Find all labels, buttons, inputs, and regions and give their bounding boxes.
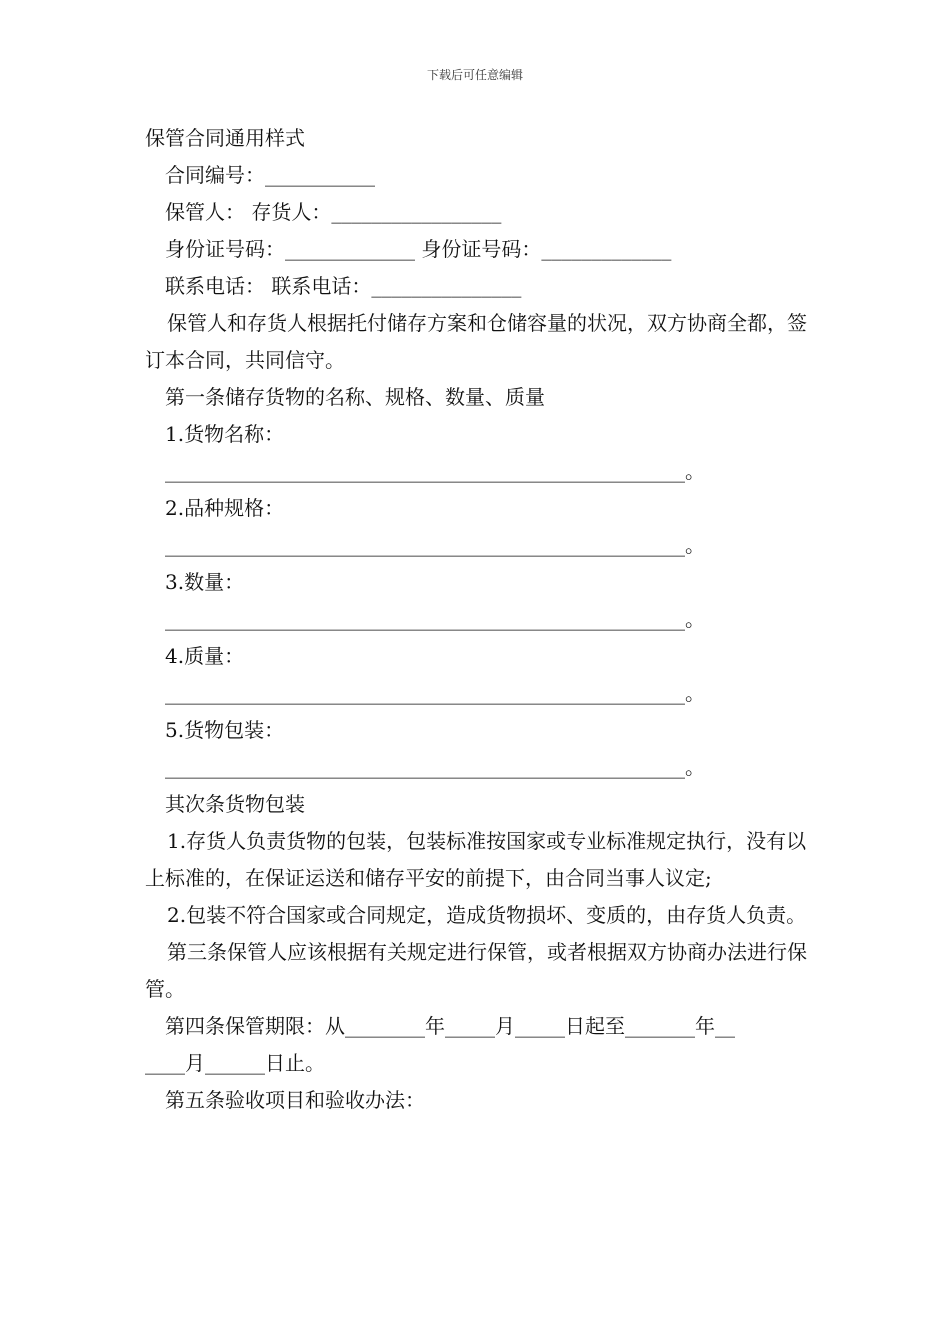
document-title: 保管合同通用样式 <box>145 126 305 150</box>
item-blank: ____________________________________________________。 <box>165 533 705 557</box>
intro-paragraph: 保管人和存货人根据托付储存方案和仓储容量的状况，双方协商全都，签订本合同，共同信守。 <box>145 311 807 372</box>
item-blank: ____________________________________________________。 <box>165 755 705 779</box>
item-blank: ____________________________________________________。 <box>165 681 705 705</box>
item-blank: ____________________________________________________。 <box>165 607 705 631</box>
article-2-paragraph-1: 1.存货人负责货物的包装，包装标准按国家或专业标准规定执行，没有以上标准的，在保证运送和储存平安的前提下，由合同当事人议定; <box>145 829 807 890</box>
article-2-paragraph-2: 2.包装不符合国家或合同规定，造成货物损坏、变质的，由存货人负责。 <box>167 903 807 927</box>
item-blank: ____________________________________________________。 <box>165 459 705 483</box>
item-label: 2.品种规格： <box>165 496 285 520</box>
article-2-heading: 其次条货物包装 <box>165 792 305 816</box>
parties-line: 保管人： 存货人：_________________ <box>165 200 502 224</box>
page-header: 下载后可任意编辑 <box>426 68 523 82</box>
article-4-line-2: ____月______日止。 <box>145 1051 325 1075</box>
item-label: 4.质量： <box>165 644 245 668</box>
item-label: 5.货物包装： <box>165 718 285 742</box>
article-1-heading: 第一条储存货物的名称、规格、数量、质量 <box>165 385 545 409</box>
contract-number-line: 合同编号：___________ <box>165 163 375 187</box>
article-5-heading: 第五条验收项目和验收办法： <box>165 1088 425 1112</box>
phone-line: 联系电话： 联系电话：_______________ <box>165 274 522 298</box>
document-body <box>145 120 810 1119</box>
id-number-line: 身份证号码：_____________ 身份证号码：_____________ <box>165 237 672 261</box>
article-3-paragraph: 第三条保管人应该根据有关规定进行保管，或者根据双方协商办法进行保管。 <box>145 940 807 1001</box>
article-4-line-1: 第四条保管期限：从________年_____月_____日起至_______年__ <box>165 1014 735 1038</box>
item-label: 3.数量： <box>165 570 245 594</box>
item-label: 1.货物名称： <box>165 422 285 446</box>
